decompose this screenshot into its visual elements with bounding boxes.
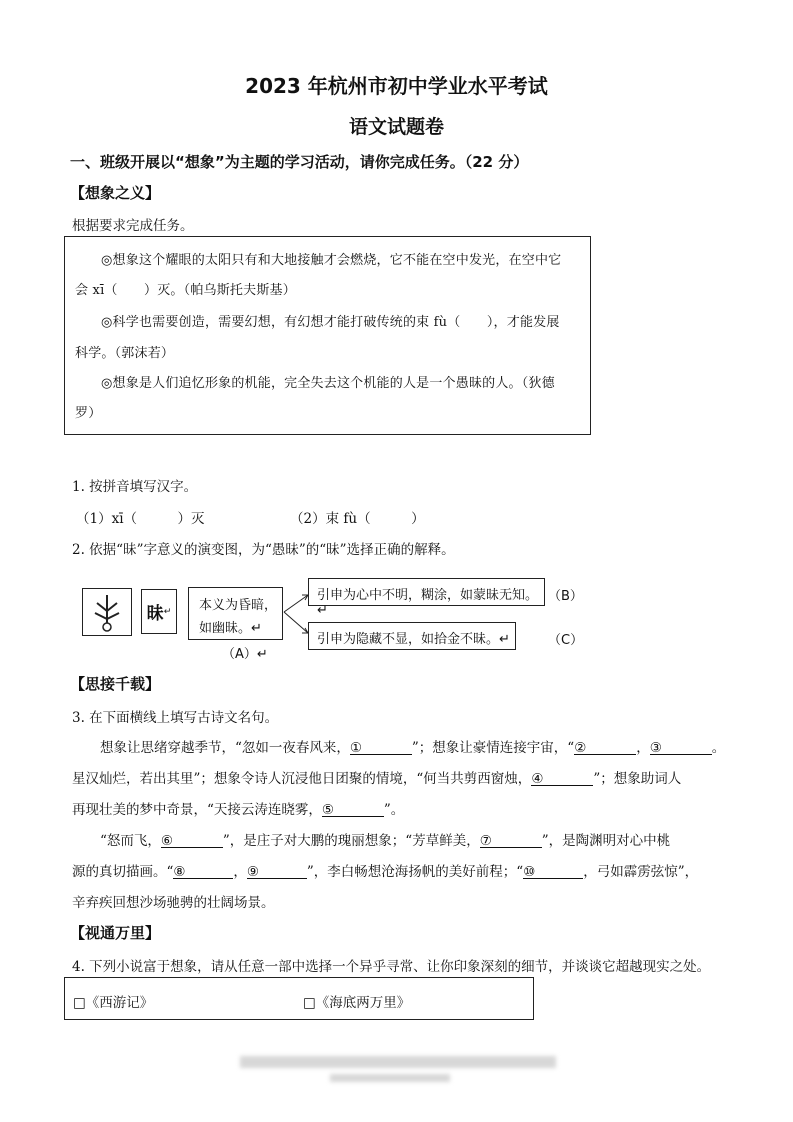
box-a: [188, 587, 283, 640]
q3-label: 3. 在下面横线上填写古诗文名句。: [72, 710, 279, 726]
q4-label: 4. 下列小说富于想象，请从任意一部中选择一个异乎寻常、让你印象深刻的细节，并谈谈它超越现实之处。: [72, 959, 711, 975]
quote-line-6: 罗）: [75, 406, 102, 421]
blank-7[interactable]: ⑦: [480, 833, 542, 848]
quote-line-4: 科学。（郭沫若）: [75, 346, 175, 361]
q3-para2-line2: 源的真切描画。“⑧ ，⑨ ”，李白畅想沧海扬帆的美好前程；“⑩ ，弓如霹雳弦惊”，: [72, 864, 699, 880]
blank-2[interactable]: ②: [574, 740, 636, 755]
label-c: （C）: [548, 633, 584, 648]
char-mei: 昧: [146, 604, 164, 624]
book-option-xiyouji[interactable]: □《西游记》: [73, 995, 154, 1011]
q3-para2-line3: 辛弃疾回想沙场驰骋的壮阔场景。: [72, 895, 275, 911]
part1-instruction: 根据要求完成任务。: [72, 218, 194, 234]
blurred-footer-2: [330, 1074, 450, 1082]
blank-6[interactable]: ⑥: [161, 833, 223, 848]
q2-label: 2. 依据“昧”字意义的演变图，为“愚昧”的“昧”选择正确的解释。: [72, 542, 455, 558]
ancient-char-icon: [83, 589, 131, 635]
q3-para1-line2: 星汉灿烂，若出其里”；想象令诗人沉浸他日团聚的情境，“何当共剪西窗烛，④ ”；想象助词人: [72, 771, 682, 787]
box-a-line-2: 如幽昧。↵: [199, 621, 262, 636]
blurred-footer: [240, 1056, 556, 1068]
label-a: （A）↵: [222, 647, 268, 662]
blank-9[interactable]: ⑨: [247, 864, 307, 879]
blank-4[interactable]: ④: [531, 771, 593, 786]
q3-para1-line3: 再现壮美的梦中奇景，“天接云涛连晓雾，⑤ ”。: [72, 802, 405, 818]
q3-para2-line1: “怒而飞，⑥ ”，是庄子对大鹏的瑰丽想象；“芳草鲜美，⑦ ”，是陶渊明对心中桃: [100, 833, 671, 849]
part1-label: 【想象之义】: [70, 184, 161, 202]
quote-line-1: ◎想象这个耀眼的太阳只有和大地接触才会燃烧，它不能在空中发光，在空中它: [101, 253, 562, 268]
box-a-line-1: 本义为昏暗，: [199, 598, 278, 613]
blank-1[interactable]: ①: [350, 740, 412, 755]
blank-3[interactable]: ③: [650, 740, 712, 755]
book-choice-box: [64, 977, 534, 1020]
book-option-haidi[interactable]: □《海底两万里》: [303, 995, 411, 1011]
q3-para1-line1: 想象让思绪穿越季节，“忽如一夜春风来，① ”；想象让豪情连接宇宙，“② ，③ 。: [100, 740, 726, 756]
box-b: 引申为心中不明，糊涂，如蒙昧无知。↵: [308, 578, 545, 606]
part3-label: 【视通万里】: [70, 924, 161, 942]
quote-line-2: 会 xī（ ）灭。（帕乌斯托夫斯基）: [75, 283, 296, 298]
quote-line-5: ◎想象是人们追忆形象的机能，完全失去这个机能的人是一个愚昧的人。（狄德: [101, 376, 555, 391]
exam-title: 2023 年杭州市初中学业水平考试: [245, 74, 548, 98]
char-box: 昧 ↵: [141, 589, 177, 634]
q1-item-2[interactable]: （2）束 fù（ ）: [290, 511, 425, 527]
q1-label: 1. 按拼音填写汉字。: [72, 479, 198, 495]
box-c: 引申为隐藏不显，如拾金不昧。↵: [308, 622, 516, 650]
blank-10[interactable]: ⑩: [523, 864, 583, 879]
exam-subtitle: 语文试题卷: [348, 116, 444, 138]
quotes-box: [64, 236, 591, 435]
blank-5[interactable]: ⑤: [322, 802, 384, 817]
oracle-glyph-box: [82, 588, 132, 636]
quote-line-3: ◎科学也需要创造，需要幻想，有幻想才能打破传统的束 fù（ ），才能发展: [101, 315, 560, 330]
section1-heading: 一、班级开展以“想象”为主题的学习活动，请你完成任务。（22 分）: [70, 153, 529, 171]
part2-label: 【思接千载】: [70, 675, 161, 693]
q1-item-1[interactable]: （1）xī（ ）灭: [76, 511, 205, 527]
blank-8[interactable]: ⑧: [173, 864, 233, 879]
label-b: （B）: [548, 589, 583, 604]
